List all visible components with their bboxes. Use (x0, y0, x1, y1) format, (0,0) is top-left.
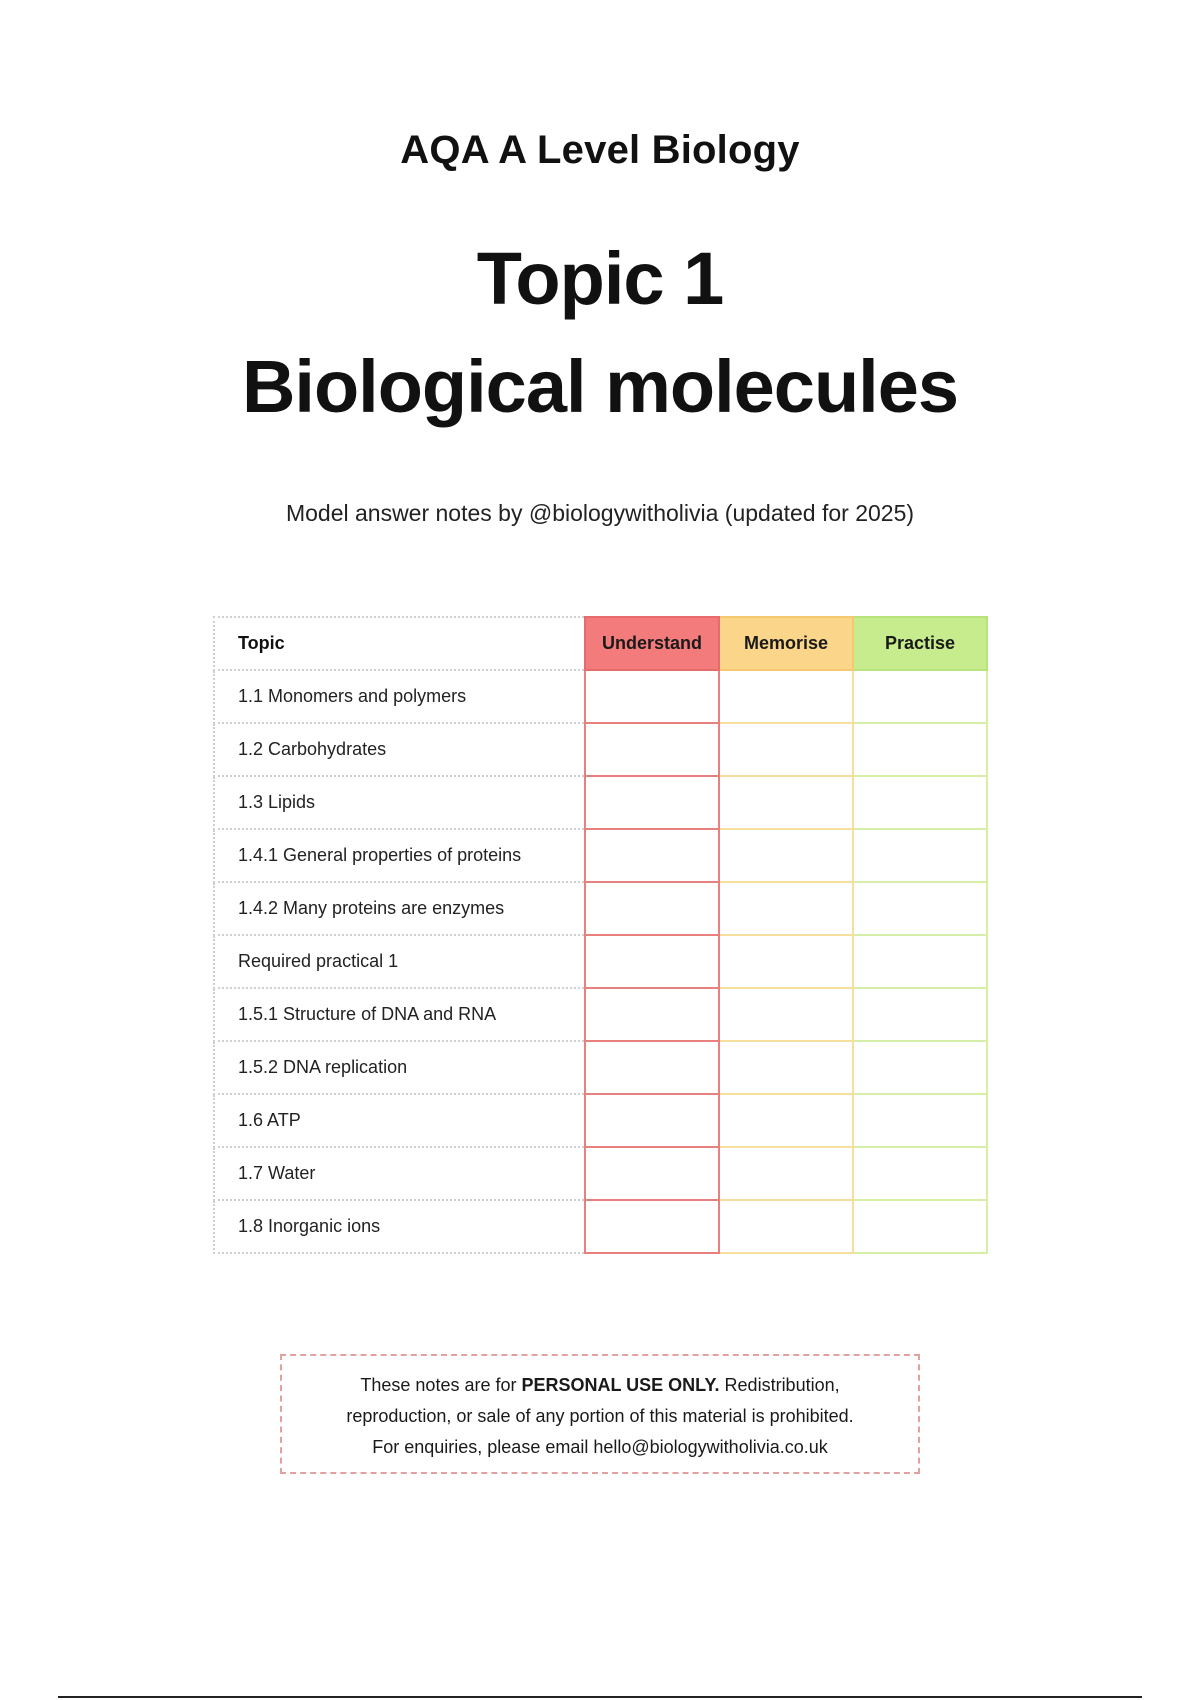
notice-prefix: These notes are for (360, 1375, 522, 1395)
table-row (214, 723, 987, 776)
table-row (214, 988, 987, 1041)
table-row (214, 670, 987, 723)
memorise-checkbox-cell[interactable] (719, 776, 853, 829)
table-header-row (214, 617, 987, 670)
course-title: AQA A Level Biology (400, 128, 800, 172)
notice-line-2: reproduction, or sale of any portion of this material is prohibited. (346, 1406, 854, 1426)
table-row (214, 1041, 987, 1094)
column-header-understand: Understand (585, 617, 719, 670)
footer-divider (58, 1696, 1142, 1698)
memorise-checkbox-cell[interactable] (719, 935, 853, 988)
topic-cell: 1.4.2 Many proteins are enzymes (214, 882, 585, 935)
topic-cell: Required practical 1 (214, 935, 585, 988)
subtitle: Model answer notes by @biologywitholivia (updated for 2025) (285, 500, 915, 526)
understand-checkbox-cell[interactable] (585, 723, 719, 776)
understand-checkbox-cell[interactable] (585, 829, 719, 882)
practise-checkbox-cell[interactable] (853, 935, 987, 988)
practise-checkbox-cell[interactable] (853, 829, 987, 882)
topic-name: Biological molecules (241, 345, 959, 428)
understand-checkbox-cell[interactable] (585, 882, 719, 935)
memorise-checkbox-cell[interactable] (719, 1147, 853, 1200)
understand-checkbox-cell[interactable] (585, 935, 719, 988)
topic-cell: 1.7 Water (214, 1147, 585, 1200)
memorise-checkbox-cell[interactable] (719, 723, 853, 776)
table-row (214, 776, 987, 829)
topic-cell: 1.2 Carbohydrates (214, 723, 585, 776)
personal-use-notice (280, 1354, 920, 1474)
memorise-checkbox-cell[interactable] (719, 1041, 853, 1094)
practise-checkbox-cell[interactable] (853, 1147, 987, 1200)
memorise-checkbox-cell[interactable] (719, 670, 853, 723)
practise-checkbox-cell[interactable] (853, 882, 987, 935)
understand-checkbox-cell[interactable] (585, 776, 719, 829)
topic-cell: 1.1 Monomers and polymers (214, 670, 585, 723)
table-row (214, 1200, 987, 1253)
understand-checkbox-cell[interactable] (585, 1200, 719, 1253)
practise-checkbox-cell[interactable] (853, 1200, 987, 1253)
topic-cell: 1.6 ATP (214, 1094, 585, 1147)
understand-checkbox-cell[interactable] (585, 1147, 719, 1200)
table-row (214, 829, 987, 882)
notice-line-3: For enquiries, please email hello@biologywitholivia.co.uk (372, 1437, 828, 1457)
understand-checkbox-cell[interactable] (585, 670, 719, 723)
notice-line-1 (302, 1370, 898, 1401)
column-header-practise: Practise (853, 617, 987, 670)
memorise-checkbox-cell[interactable] (719, 882, 853, 935)
topic-cell: 1.4.1 General properties of proteins (214, 829, 585, 882)
practise-checkbox-cell[interactable] (853, 776, 987, 829)
memorise-checkbox-cell[interactable] (719, 829, 853, 882)
practise-checkbox-cell[interactable] (853, 1094, 987, 1147)
notice-line-1-rest: Redistribution, (719, 1375, 840, 1395)
table-row (214, 1147, 987, 1200)
topic-cell: 1.5.2 DNA replication (214, 1041, 585, 1094)
table-row (214, 1094, 987, 1147)
topic-cell: 1.8 Inorganic ions (214, 1200, 585, 1253)
understand-checkbox-cell[interactable] (585, 988, 719, 1041)
practise-checkbox-cell[interactable] (853, 1041, 987, 1094)
column-header-topic: Topic (214, 617, 585, 670)
understand-checkbox-cell[interactable] (585, 1041, 719, 1094)
column-header-memorise: Memorise (719, 617, 853, 670)
notice-emphasis: PERSONAL USE ONLY. (521, 1375, 720, 1395)
topic-cell: 1.5.1 Structure of DNA and RNA (214, 988, 585, 1041)
topic-checklist-table (213, 616, 988, 1254)
topic-number: Topic 1 (476, 237, 724, 320)
memorise-checkbox-cell[interactable] (719, 1200, 853, 1253)
practise-checkbox-cell[interactable] (853, 670, 987, 723)
practise-checkbox-cell[interactable] (853, 988, 987, 1041)
table-row (214, 882, 987, 935)
understand-checkbox-cell[interactable] (585, 1094, 719, 1147)
topic-cell: 1.3 Lipids (214, 776, 585, 829)
memorise-checkbox-cell[interactable] (719, 1094, 853, 1147)
memorise-checkbox-cell[interactable] (719, 988, 853, 1041)
table-row (214, 935, 987, 988)
practise-checkbox-cell[interactable] (853, 723, 987, 776)
